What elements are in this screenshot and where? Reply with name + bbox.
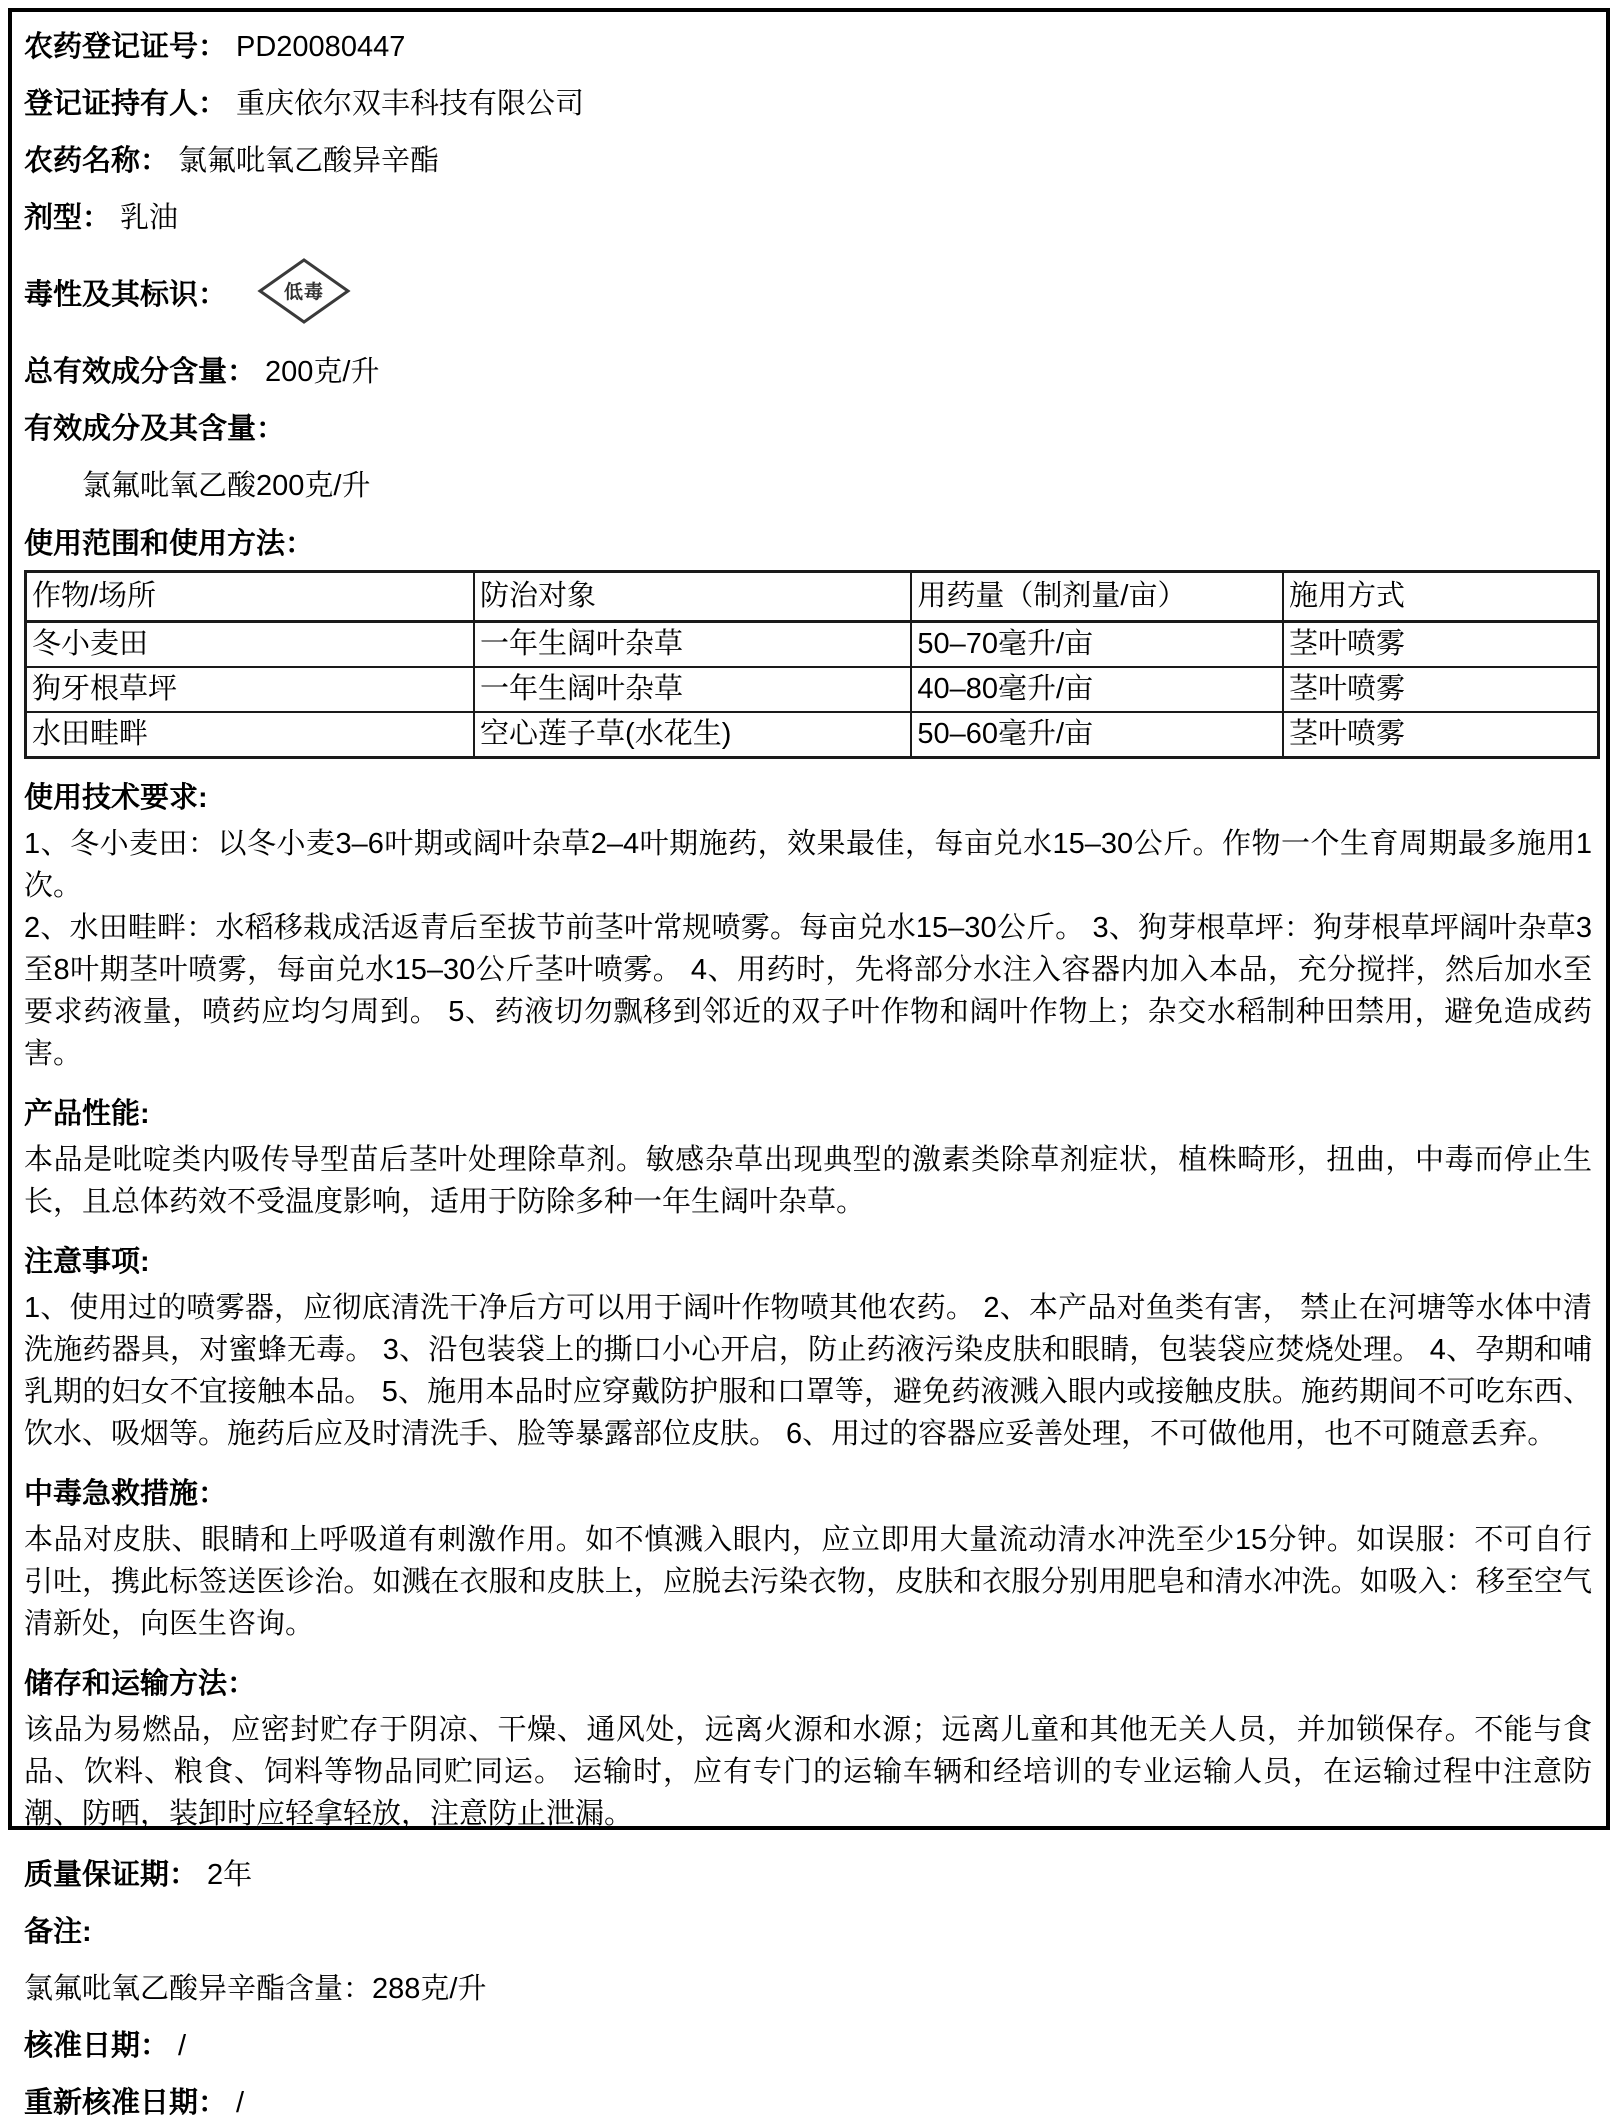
toxicity-label: 毒性及其标识： bbox=[24, 279, 228, 311]
field-pesticide-name bbox=[24, 144, 1592, 178]
approval-date-value: / bbox=[178, 2030, 187, 2062]
pesticide-name-label: 农药名称： bbox=[24, 145, 170, 177]
cell-application-method: 茎叶喷雾 bbox=[1283, 712, 1599, 758]
section-storage-transport bbox=[24, 1665, 1592, 1835]
field-active-ingredients bbox=[24, 412, 1592, 446]
table-row bbox=[26, 622, 1599, 668]
section-usage-technical-requirements bbox=[24, 779, 1592, 1075]
table-row bbox=[26, 667, 1599, 712]
col-header-dosage: 用药量（制剂量/亩） bbox=[911, 572, 1283, 622]
field-remark bbox=[24, 1915, 1592, 1949]
total-active-content-value: 200克/升 bbox=[265, 356, 380, 388]
col-header-crop-site: 作物/场所 bbox=[26, 572, 475, 622]
section-product-performance bbox=[24, 1095, 1592, 1223]
cell-control-target: 一年生阔叶杂草 bbox=[474, 622, 911, 668]
cell-dosage: 50–60毫升/亩 bbox=[911, 712, 1283, 758]
cell-control-target: 一年生阔叶杂草 bbox=[474, 667, 911, 712]
usage-scope-title: 使用范围和使用方法： bbox=[24, 528, 315, 560]
field-registration-number bbox=[24, 30, 1592, 64]
section-title: 产品性能: bbox=[24, 1098, 150, 1130]
registration-number-value: PD20080447 bbox=[236, 31, 406, 63]
section-paragraph: 本品是吡啶类内吸传导型苗后茎叶处理除草剂。敏感杂草出现典型的激素类除草剂症状，植株畸形，扭曲，中毒而停止生长，且总体药效不受温度影响，适用于防除多种一年生阔叶杂草。 bbox=[24, 1144, 1592, 1218]
pesticide-name-value: 氯氟吡氧乙酸异辛酯 bbox=[178, 145, 440, 177]
field-certificate-holder bbox=[24, 87, 1592, 121]
section-title: 注意事项: bbox=[24, 1246, 150, 1278]
warranty-period-label: 质量保证期： bbox=[24, 1859, 199, 1891]
toxicity-mark-text: 低毒 bbox=[284, 282, 325, 303]
section-title: 储存和运输方法： bbox=[24, 1668, 257, 1700]
table-row bbox=[26, 712, 1599, 758]
warranty-period-value: 2年 bbox=[207, 1859, 253, 1891]
total-active-content-label: 总有效成分含量： bbox=[24, 356, 257, 388]
formulation-label: 剂型： bbox=[24, 202, 112, 234]
formulation-value: 乳油 bbox=[120, 202, 179, 234]
cell-crop-site: 冬小麦田 bbox=[26, 622, 475, 668]
reapproval-date-label: 重新核准日期： bbox=[24, 2087, 228, 2119]
section-paragraph: 1、冬小麦田：以冬小麦3–6叶期或阔叶杂草2–4叶期施药，效果最佳，每亩兑水15–30公斤。作物一个生育周期最多施用1次。 bbox=[24, 828, 1592, 902]
usage-table bbox=[24, 570, 1600, 759]
col-header-application-method: 施用方式 bbox=[1283, 572, 1599, 622]
field-toxicity bbox=[24, 258, 1592, 332]
certificate-holder-value: 重庆依尔双丰科技有限公司 bbox=[236, 88, 585, 120]
remark-label: 备注: bbox=[24, 1916, 92, 1948]
section-paragraph: 2、水田畦畔：水稻移栽成活返青后至拔节前茎叶常规喷雾。每亩兑水15–30公斤。 3、狗芽根草坪：狗芽根草坪阔叶杂草3至8叶期茎叶喷雾，每亩兑水15–30公斤茎叶喷雾。 4、用药时，先将部分水注入容器内加入本品，充分搅拌，然后加水至要求药液量，喷药应均匀周到。 5、药液切勿飘移到邻近的双子叶作物和阔叶作物上；杂交水稻制种田禁用，避免造成药害。 bbox=[24, 912, 1592, 1070]
remark-content-line: 氯氟吡氧乙酸异辛酯含量：288克/升 bbox=[24, 1973, 487, 2005]
low-toxicity-diamond-icon bbox=[257, 258, 351, 332]
section-title: 中毒急救措施： bbox=[24, 1478, 228, 1510]
field-total-active-content bbox=[24, 355, 1592, 389]
section-paragraph: 本品对皮肤、眼睛和上呼吸道有刺激作用。如不慎溅入眼内，应立即用大量流动清水冲洗至少15分钟。如误服：不可自行引吐，携此标签送医诊治。如溅在衣服和皮肤上，应脱去污染衣物，皮肤和衣服分别用肥皂和清水冲洗。如吸入：移至空气清新处，向医生咨询。 bbox=[24, 1524, 1592, 1640]
cell-application-method: 茎叶喷雾 bbox=[1283, 622, 1599, 668]
section-paragraph: 1、使用过的喷雾器，应彻底清洗干净后方可以用于阔叶作物喷其他农药。 2、本产品对鱼类有害， 禁止在河塘等水体中清洗施药器具，对蜜蜂无毒。 3、沿包装袋上的撕口小心开启，防止药液污染皮肤和眼睛，包装袋应焚烧处理。 4、孕期和哺乳期的妇女不宜接触本品。 5、施用本品时应穿戴防护服和口罩等，避免药液溅入眼内或接触皮肤。施药期间不可吃东西、饮水、吸烟等。施药后应及时清洗手、脸等暴露部位皮肤。 6、用过的容器应妥善处理，不可做他用，也不可随意丢弃。 bbox=[24, 1292, 1592, 1450]
field-approval-date bbox=[24, 2029, 1592, 2063]
active-ingredient-line: 氯氟吡氧乙酸200克/升 bbox=[82, 470, 371, 502]
approval-date-label: 核准日期： bbox=[24, 2030, 170, 2062]
section-title: 使用技术要求: bbox=[24, 782, 208, 814]
cell-application-method: 茎叶喷雾 bbox=[1283, 667, 1599, 712]
reapproval-date-value: / bbox=[236, 2087, 245, 2119]
col-header-control-target: 防治对象 bbox=[474, 572, 911, 622]
pesticide-label-document bbox=[8, 8, 1610, 2119]
cell-crop-site: 狗牙根草坪 bbox=[26, 667, 475, 712]
cell-control-target: 空心莲子草(水花生) bbox=[474, 712, 911, 758]
cell-dosage: 50–70毫升/亩 bbox=[911, 622, 1283, 668]
field-formulation bbox=[24, 201, 1592, 235]
section-precautions bbox=[24, 1243, 1592, 1455]
registration-number-label: 农药登记证号： bbox=[24, 31, 228, 63]
section-poisoning-first-aid bbox=[24, 1475, 1592, 1645]
usage-table-header-row bbox=[26, 572, 1599, 622]
certificate-holder-label: 登记证持有人： bbox=[24, 88, 228, 120]
field-warranty-period bbox=[24, 1858, 1592, 1892]
cell-crop-site: 水田畦畔 bbox=[26, 712, 475, 758]
active-ingredients-label: 有效成分及其含量： bbox=[24, 413, 286, 445]
field-reapproval-date bbox=[24, 2086, 1592, 2120]
cell-dosage: 40–80毫升/亩 bbox=[911, 667, 1283, 712]
section-paragraph: 该品为易燃品，应密封贮存于阴凉、干燥、通风处，远离火源和水源；远离儿童和其他无关人员，并加锁保存。不能与食品、饮料、粮食、饲料等物品同贮同运。 运输时，应有专门的运输车辆和经培训的专业运输人员，在运输过程中注意防潮、防晒，装卸时应轻拿轻放，注意防止泄漏。 bbox=[24, 1714, 1592, 1830]
